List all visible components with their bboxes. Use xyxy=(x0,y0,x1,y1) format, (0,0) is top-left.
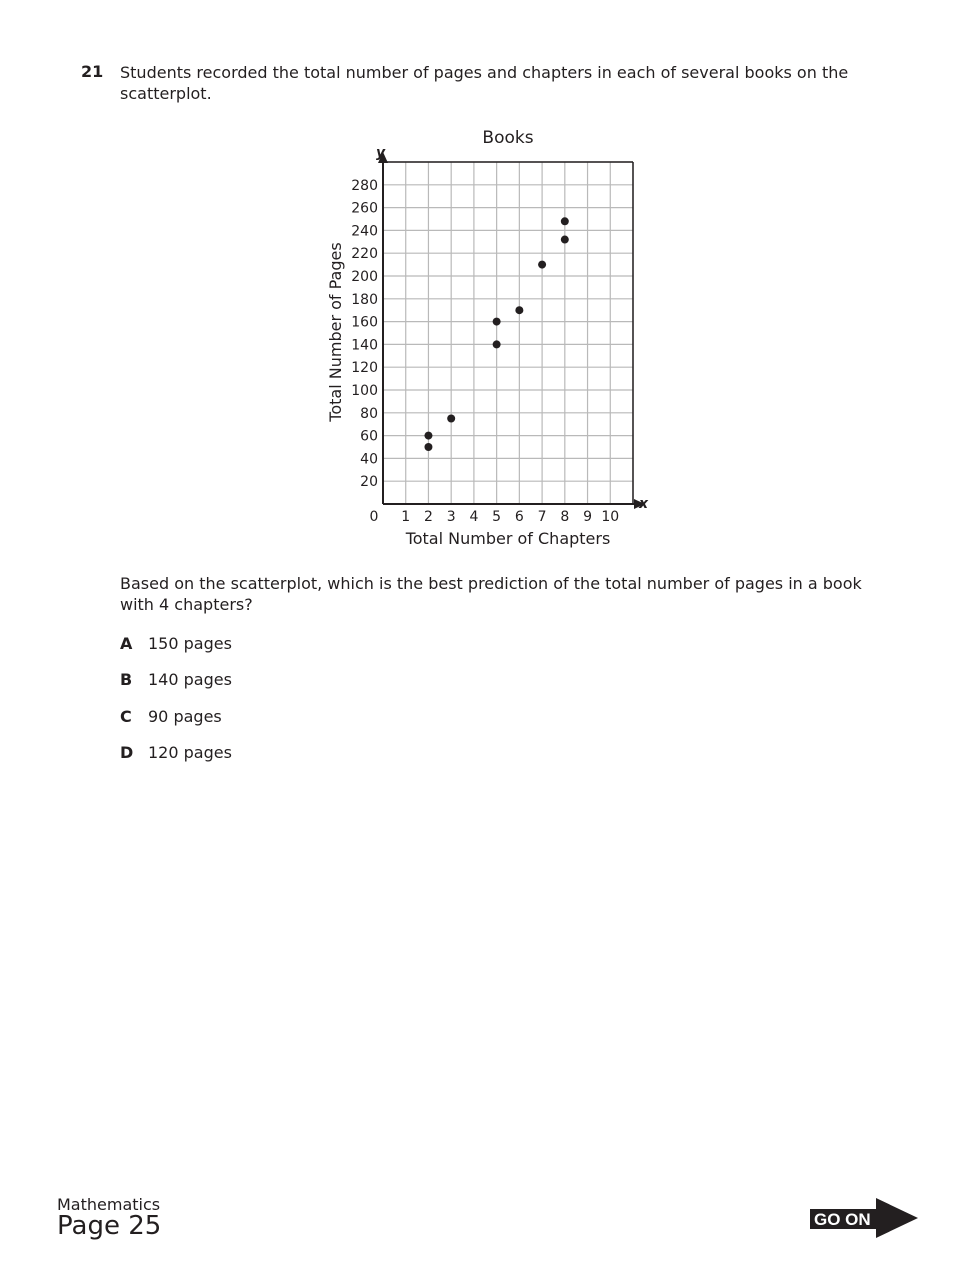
question-number: 21 xyxy=(81,62,104,81)
y-tick-label: 60 xyxy=(360,428,378,445)
y-tick-label: 100 xyxy=(351,383,378,399)
x-tick-label: 8 xyxy=(560,509,570,525)
question-prompt: Based on the scatterplot, which is the best prediction of the total number of pages in a book with 4 chapters? xyxy=(120,574,862,614)
choice-text: 90 pages xyxy=(148,707,222,726)
chart-title: Books xyxy=(482,128,534,148)
data-point xyxy=(424,432,432,440)
go-on-label: GO ON xyxy=(814,1210,871,1229)
y-axis-letter: y xyxy=(376,145,386,161)
choice-letter: C xyxy=(120,707,132,726)
y-tick-label: 180 xyxy=(351,291,378,308)
chart-grid xyxy=(383,162,633,504)
y-tick-label: 80 xyxy=(360,405,378,422)
data-point xyxy=(424,443,432,451)
answer-choice-b[interactable] xyxy=(120,669,232,691)
y-tick-label: 260 xyxy=(351,200,378,217)
y-tick-label: 240 xyxy=(351,223,378,240)
y-tick-label: 120 xyxy=(351,360,378,377)
data-point xyxy=(561,217,569,225)
question-stem: Students recorded the total number of pages and chapters in each of several books on the scatterplot. xyxy=(120,63,849,103)
y-tick-label: 40 xyxy=(360,451,378,468)
x-axis-label: Total Number of Chapters xyxy=(405,529,611,548)
footer-page-number: Page 25 xyxy=(57,1211,162,1241)
y-axis-label: Total Number of Pages xyxy=(326,242,345,422)
origin-label: 0 xyxy=(369,509,379,525)
y-tick-label: 20 xyxy=(360,474,378,491)
go-on-arrow xyxy=(808,1196,920,1240)
x-tick-label: 7 xyxy=(537,509,547,525)
y-tick-label: 280 xyxy=(351,177,378,194)
x-tick-label: 2 xyxy=(423,509,433,525)
data-point xyxy=(493,340,501,348)
x-tick-label: 4 xyxy=(469,509,479,525)
data-point xyxy=(561,236,569,244)
x-tick-label: 6 xyxy=(514,509,524,525)
answer-choice-d[interactable] xyxy=(120,742,232,764)
data-point xyxy=(447,415,455,423)
choice-text: 150 pages xyxy=(148,634,232,653)
scatterplot xyxy=(0,0,979,560)
x-tick-label: 5 xyxy=(492,509,502,525)
choice-letter: D xyxy=(120,743,134,762)
y-tick-label: 140 xyxy=(351,337,378,354)
data-point xyxy=(493,318,501,326)
y-tick-label: 220 xyxy=(351,246,378,263)
x-tick-label: 9 xyxy=(583,509,593,525)
data-point xyxy=(515,306,523,314)
choice-letter: B xyxy=(120,670,133,689)
y-tick-label: 200 xyxy=(351,269,378,285)
arrow-head-icon xyxy=(876,1198,918,1238)
choice-letter: A xyxy=(120,634,133,653)
footer-subject: Mathematics xyxy=(57,1195,161,1214)
x-tick-label: 1 xyxy=(401,509,411,525)
y-tick-label: 160 xyxy=(351,314,378,331)
choice-text: 140 pages xyxy=(148,670,232,689)
x-axis-letter: x xyxy=(639,496,649,512)
x-tick-label: 10 xyxy=(601,509,620,525)
chart-axes xyxy=(378,152,645,509)
x-tick-label: 3 xyxy=(446,509,456,525)
answer-choice-a[interactable] xyxy=(120,633,232,655)
choice-text: 120 pages xyxy=(148,743,232,762)
answer-choice-c[interactable] xyxy=(120,706,222,728)
data-point xyxy=(538,261,546,269)
